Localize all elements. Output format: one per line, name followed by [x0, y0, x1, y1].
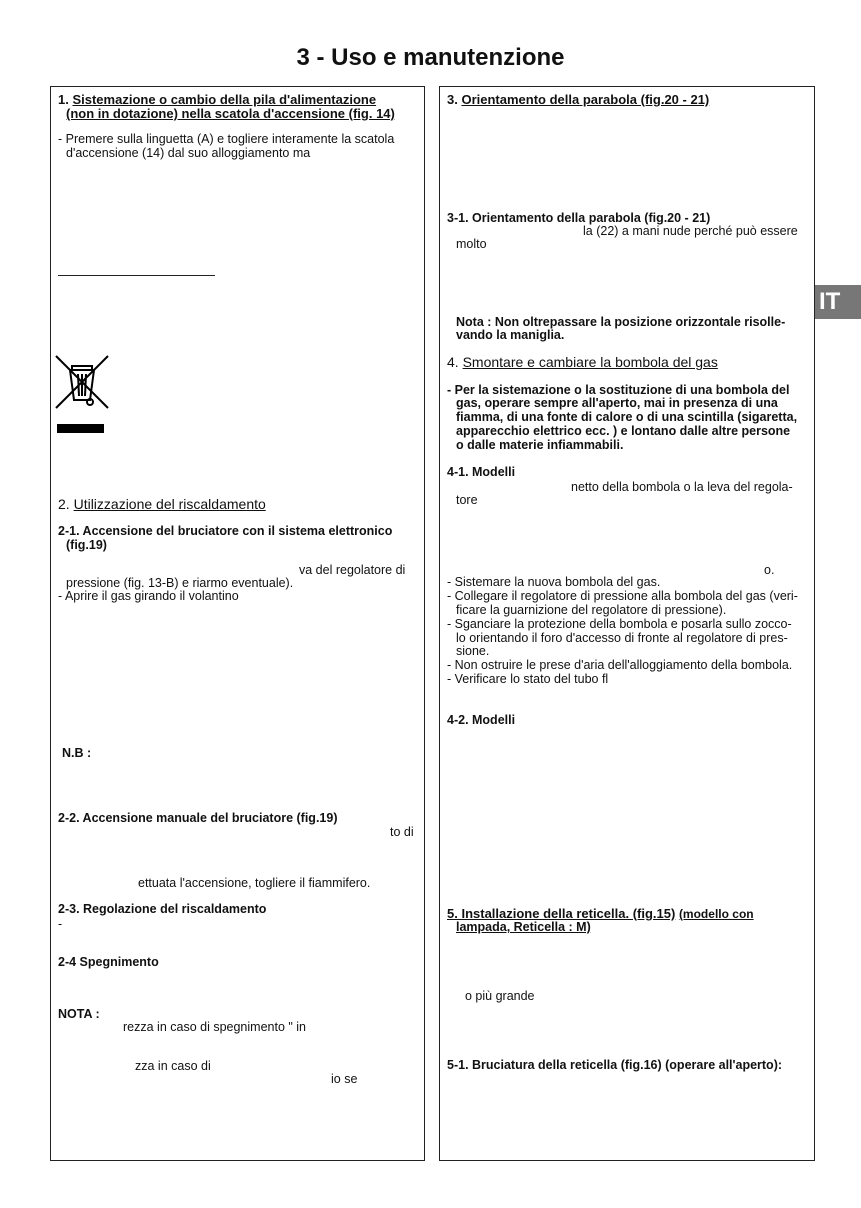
- section-2-1-paragraph-line1: va del regolatore di: [299, 563, 406, 577]
- nota-label: NOTA :: [58, 1007, 100, 1021]
- list-item: - Sganciare la protezione della bombola e posarla sullo zocco-: [447, 617, 792, 631]
- section-3-1-heading: 3-1. Orientamento della parabola (fig.20 - 21): [447, 211, 711, 225]
- nb-label: N.B :: [62, 746, 92, 760]
- section-2-1-paragraph-line2: pressione (fig. 13-B) e riarmo eventuale).: [66, 576, 294, 590]
- page-title: 3 - Uso e manutenzione: [296, 44, 565, 71]
- section-3-1-paragraph-line2: molto: [456, 237, 487, 251]
- list-item: - Sistemare la nuova bombola del gas.: [447, 575, 661, 589]
- section-1-heading-line2: (non in dotazione) nella scatola d'accensione (fig. 14): [66, 106, 395, 121]
- language-tab: IT: [815, 285, 861, 319]
- section-4-warning-line5: o dalle materie infiammabili.: [456, 438, 624, 452]
- nota-paragraph-line1: rezza in caso di spegnimento " in: [123, 1020, 307, 1034]
- section-2-heading: 2. Utilizzazione del riscaldamento: [58, 496, 266, 512]
- section-1-heading-line1: 1. Sistemazione o cambio della pila d'alimentazione: [58, 92, 377, 107]
- weee-bar: [57, 424, 104, 433]
- section-2-2-paragraph-line2: ettuata l'accensione, togliere il fiammifero.: [138, 876, 371, 890]
- note-line1: Nota : Non oltrepassare la posizione orizzontale risolle-: [456, 315, 786, 329]
- section-4-1-paragraph-line1: netto della bombola o la leva del regola-: [571, 480, 793, 494]
- left-column: [50, 86, 425, 1161]
- list-item: - Verificare lo stato del tubo fl: [447, 672, 609, 686]
- section-4-2-heading: 4-2. Modelli: [447, 713, 516, 727]
- section-2-1-paragraph-line3: - Aprire il gas girando il volantino: [58, 589, 239, 603]
- section-2-3-dash: -: [58, 917, 63, 931]
- section-1-paragraph-line1: - Premere sulla linguetta (A) e togliere interamente la scatola: [58, 132, 395, 146]
- nota-paragraph-line3: io se: [331, 1072, 358, 1086]
- list-item: lo orientando il foro d'accesso di fronte al regolatore di pres-: [456, 631, 788, 645]
- section-2-2-paragraph-line1: to di: [390, 825, 414, 839]
- list-item: - Non ostruire le prese d'aria dell'alloggiamento della bombola.: [447, 658, 793, 672]
- section-3-heading: 3. Orientamento della parabola (fig.20 - 21): [447, 92, 710, 107]
- note-line2: vando la maniglia.: [456, 328, 565, 342]
- section-4-warning-line1: - Per la sistemazione o la sostituzione di una bombola del: [447, 383, 790, 397]
- section-5-heading-line1: 5. Installazione della reticella. (fig.15) (modello con: [447, 906, 754, 921]
- section-5-heading-line2: lampada, Reticella : M): [456, 920, 591, 934]
- section-4-1-paragraph-line3: o.: [764, 563, 775, 577]
- divider-line: [58, 275, 215, 276]
- section-2-3-heading: 2-3. Regolazione del riscaldamento: [58, 902, 267, 916]
- section-4-warning-line2: gas, operare sempre all'aperto, mai in presenza di una: [456, 396, 778, 410]
- section-4-1-paragraph-line2: tore: [456, 493, 478, 507]
- section-4-1-heading: 4-1. Modelli: [447, 465, 516, 479]
- list-item: ficare la guarnizione del regolatore di pressione).: [456, 603, 727, 617]
- nota-paragraph-line2: zza in caso di: [135, 1059, 211, 1073]
- section-2-2-heading: 2-2. Accensione manuale del bruciatore (fig.19): [58, 811, 338, 825]
- section-5-paragraph: o più grande: [465, 989, 535, 1003]
- section-2-1-heading-line1: 2-1. Accensione del bruciatore con il sistema elettronico: [58, 524, 393, 538]
- section-2-4-heading: 2-4 Spegnimento: [58, 955, 159, 969]
- crossed-out-bin-icon: [54, 354, 110, 410]
- section-5-1-heading: 5-1. Bruciatura della reticella (fig.16) (operare all'aperto):: [447, 1058, 783, 1072]
- section-1-paragraph-line2: d'accensione (14) dal suo alloggiamento ma: [66, 146, 311, 160]
- section-2-1-heading-line2: (fig.19): [66, 538, 107, 552]
- section-4-heading: 4. Smontare e cambiare la bombola del gas: [447, 354, 718, 370]
- list-item: - Collegare il regolatore di pressione alla bombola del gas (veri-: [447, 589, 798, 603]
- section-3-1-paragraph-line1: la (22) a mani nude perché può essere: [583, 224, 798, 238]
- section-4-warning-line4: apparecchio elettrico ecc. ) e lontano dalle altre persone: [456, 424, 791, 438]
- list-item: sione.: [456, 644, 490, 658]
- section-4-warning-line3: fiamma, di una fonte di calore o di una scintilla (sigaretta,: [456, 410, 798, 424]
